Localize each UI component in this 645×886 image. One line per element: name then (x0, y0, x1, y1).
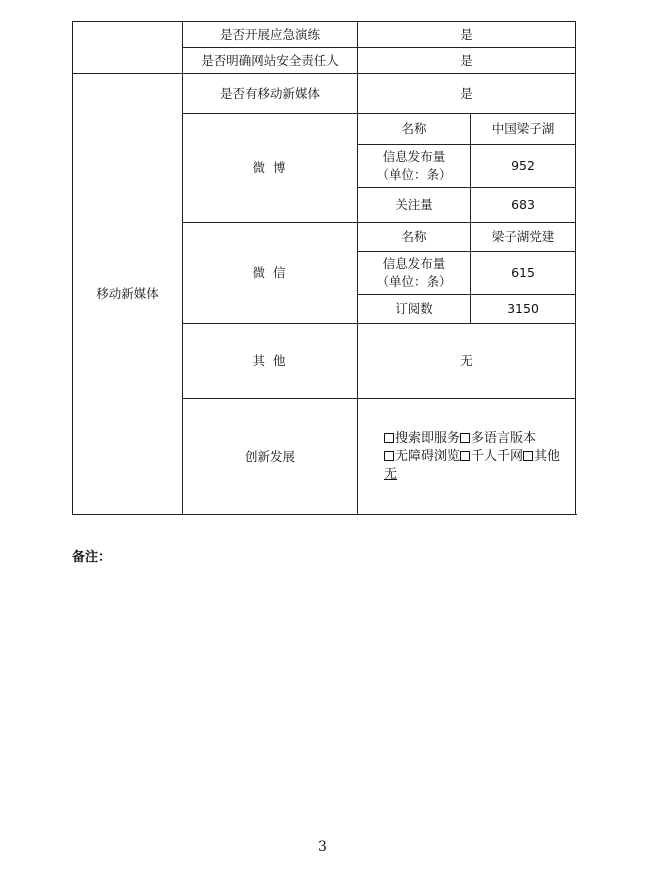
innovation-option-list (384, 430, 575, 466)
weibo-follow-label: 关注量 (358, 188, 471, 223)
wechat-name-value: 梁子湖党建 (471, 223, 576, 252)
report-table (72, 21, 576, 515)
has-mobile-answer: 是 (358, 74, 576, 114)
weibo-posts-label (358, 145, 471, 188)
page-number: 3 (318, 839, 327, 855)
innovation-options (358, 399, 576, 515)
option-other[interactable]: 其他 (523, 449, 560, 464)
other-label: 其 他 (183, 324, 358, 399)
wechat-posts-value: 615 (471, 252, 576, 295)
checkbox-icon[interactable] (460, 433, 470, 443)
wechat-posts-label-line2: （单位：条） (376, 274, 452, 289)
weibo-posts-label-line2: （单位：条） (376, 167, 452, 182)
option-accessibility[interactable]: 无障碍浏览 (384, 449, 460, 464)
wechat-posts-label-line1: 信息发布量 (382, 256, 446, 271)
weibo-name-label: 名称 (358, 114, 471, 145)
innovation-label: 创新发展 (183, 399, 358, 515)
checkbox-icon[interactable] (384, 433, 394, 443)
wechat-posts-label (358, 252, 471, 295)
wechat-subs-value: 3150 (471, 295, 576, 324)
security-owner-answer: 是 (358, 48, 576, 74)
wechat-subs-label: 订阅数 (358, 295, 471, 324)
mobile-section-label: 移动新媒体 (73, 74, 183, 515)
option-multilingual[interactable]: 多语言版本 (460, 431, 536, 446)
checkbox-icon[interactable] (384, 451, 394, 461)
wechat-label: 微 信 (183, 223, 358, 324)
remark-label: 备注： (72, 550, 112, 565)
table-row (73, 74, 576, 114)
blank-section-cell (73, 22, 183, 74)
has-mobile-question: 是否有移动新媒体 (183, 74, 358, 114)
other-value: 无 (358, 324, 576, 399)
checkbox-icon[interactable] (523, 451, 533, 461)
wechat-name-label: 名称 (358, 223, 471, 252)
innovation-other-value: 无 (384, 466, 398, 482)
weibo-follow-value: 683 (471, 188, 576, 223)
checkbox-icon[interactable] (460, 451, 470, 461)
drill-answer: 是 (358, 22, 576, 48)
table-row (73, 22, 576, 48)
option-search-service[interactable]: 搜索即服务 (384, 431, 460, 446)
security-owner-question: 是否明确网站安全责任人 (183, 48, 358, 74)
drill-question: 是否开展应急演练 (183, 22, 358, 48)
weibo-posts-label-line1: 信息发布量 (382, 149, 446, 164)
option-personalized[interactable]: 千人千网 (460, 449, 523, 464)
weibo-name-value: 中国梁子湖 (471, 114, 576, 145)
weibo-posts-value: 952 (471, 145, 576, 188)
weibo-label: 微 博 (183, 114, 358, 223)
